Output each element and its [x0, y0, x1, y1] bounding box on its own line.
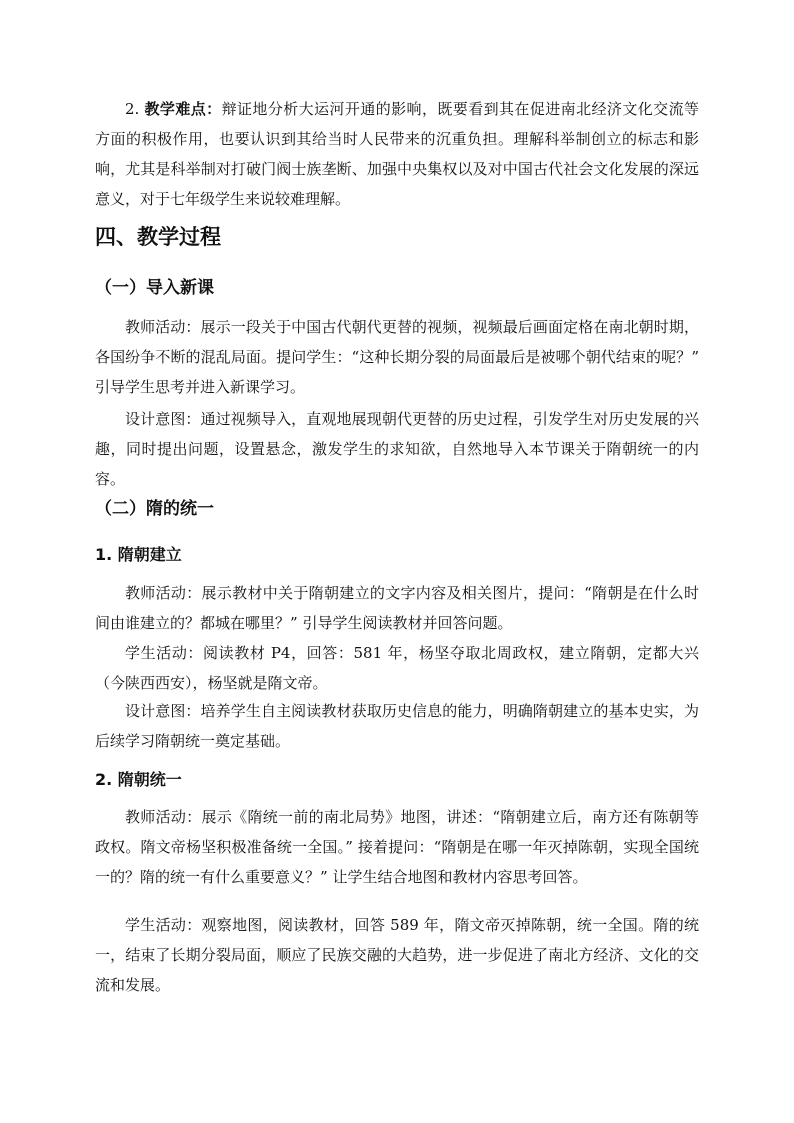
subsection-heading-introduction: （一）导入新课: [95, 278, 214, 298]
intro-design-intent: 设计意图：通过视频导入，直观地展现朝代更替的历史过程，引发学生对历史发展的兴趣，同时提出问题，设置悬念，激发学生的求知欲，自然地导入本节课关于隋朝统一的内容。: [95, 410, 699, 488]
founding-teacher-activity: 教师活动：展示教材中关于隋朝建立的文字内容及相关图片，提问：“隋朝是在什么时间由谁建立的？都城在哪里？” 引导学生阅读教材并回答问题。: [95, 584, 699, 632]
difficulty-prefix: 2.: [125, 100, 145, 118]
heading-sui-founding: 1. 隋朝建立: [95, 545, 182, 564]
difficulty-text: 辩证地分析大运河开通的影响，既要看到其在促进南北经济文化交流等方面的积极作用，也要认识到其给当时人民带来的沉重负担。理解科举制创立的标志和影响，尤其是科举制对打破门阀士族垄断、加强中央集权以及对中国古代社会文化发展的深远意义，对于七年级学生来说较难理解。: [95, 100, 699, 208]
founding-student-activity: 学生活动：阅读教材 P4，回答：581 年，杨坚夺取北周政权，建立隋朝，定都大兴（今陕西西安），杨坚就是隋文帝。: [95, 644, 699, 692]
subsection-heading-sui-unification: （二）隋的统一: [95, 499, 214, 519]
unification-student-activity: 学生活动：观察地图，阅读教材，回答 589 年，隋文帝灭掉陈朝，统一全国。隋的统一，结束了长期分裂局面，顺应了民族交融的大趋势，进一步促进了南北方经济、文化的交流和发展。: [95, 916, 699, 994]
difficulty-label: 教学难点：: [144, 100, 222, 118]
teaching-difficulty-paragraph: [95, 94, 699, 214]
heading-sui-unification: 2. 隋朝统一: [95, 770, 182, 789]
intro-teacher-activity: 教师活动：展示一段关于中国古代朝代更替的视频，视频最后画面定格在南北朝时期，各国纷争不断的混乱局面。提问学生：“这种长期分裂的局面最后是被哪个朝代结束的呢？” 引导学生思考并进入新课学习。: [95, 318, 699, 396]
founding-design-intent: 设计意图：培养学生自主阅读教材获取历史信息的能力，明确隋朝建立的基本史实，为后续学习隋朝统一奠定基础。: [95, 702, 699, 750]
unification-teacher-activity: 教师活动：展示《隋统一前的南北局势》地图，讲述：“隋朝建立后，南方还有陈朝等政权。隋文帝杨坚积极准备统一全国。” 接着提问：“隋朝是在哪一年灭掉陈朝，实现全国统一的？隋的统一有什么重要意义？” 让学生结合地图和教材内容思考回答。: [95, 808, 699, 886]
section-heading-teaching-process: 四、教学过程: [95, 225, 221, 249]
